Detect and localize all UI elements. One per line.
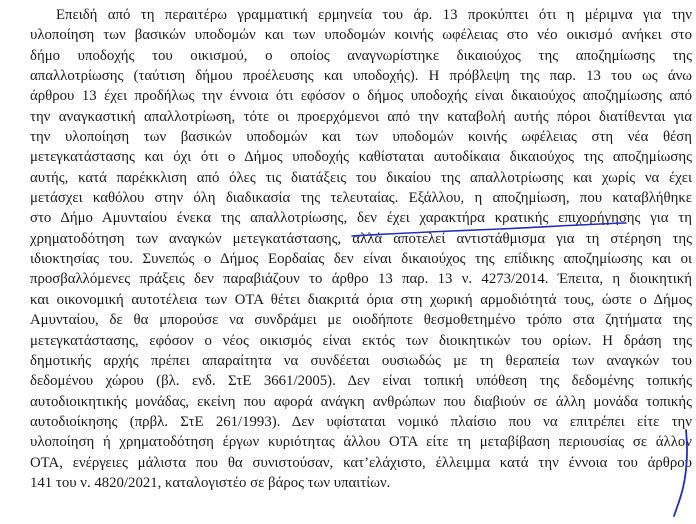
- text-line: την αναγκαστική απαλλοτρίωση, τότε οι προερχόμενοι από την καταβολή αυτής πόροι διατίθενται για: [30, 108, 692, 125]
- text-line: Αμυνταίου, δε θα μπορούσε να συνδράμει με οιοδήποτε θεσμοθετημένο τρόπο στα ζητήματα της: [30, 312, 692, 329]
- text-line: μετεγκατάστασης, εφόσον ο νέος οικισμός είναι εκτός των διοικητικών του ορίων. Η δράση της: [30, 332, 692, 349]
- text-line: δήμο υποδοχής του οικισμού, ο οποίος αναγνωρίστηκε δικαιούχος της αποζημίωσης της: [30, 47, 692, 64]
- legal-paragraph: [30, 5, 692, 493]
- text-line: προσβαλλόμενες πράξεις δεν παραβιάζουν το άρθρο 13 παρ. 13 ν. 4273/2014. Έπειτα, η διοικητική: [30, 271, 692, 288]
- text-line: ιδιοκτησίας του. Συνεπώς ο Δήμος Εορδαίας δεν είναι δικαιούχος της επίδικης αποζημίωσης και οι: [30, 251, 692, 268]
- text-line: ΟΤΑ, ενέργειες μάλιστα που θα συνιστούσαν, κατ’ελάχιστο, έλλειμμα κατά την έννοια του άρθρου: [30, 454, 692, 471]
- text-line: αυτοδιοικητικής μονάδας, εκείνη που αφορά ανάγκη ανθρώπων που διαβιούν σε άλλη μονάδα τοπικής: [30, 393, 692, 410]
- text-line: χρηματοδότηση των αναγκών μετεγκατάστασης, αλλά αποτελεί αντιστάθμισμα για τη στέρηση της: [30, 230, 692, 247]
- text-line: αυτοδιοίκησης (πρβλ. ΣτΕ 261/1993). Δεν υφίσταται νομικό πλαίσιο που να επιτρέπει είτε την: [30, 413, 692, 430]
- text-line: απαλλοτρίωσης (ταύτιση δήμου προέλευσης και υποδοχής). Η πρόβλεψη της παρ. 13 του ως άνω: [30, 68, 692, 85]
- text-line: δημοτικής αρχής πρέπει απαραίτητα να συνδέεται ουσιωδώς με τη θεραπεία των αναγκών του: [30, 352, 692, 369]
- text-line: την υλοποίηση των βασικών υποδομών και των υποδομών κοινής ωφέλειας στη νέα θέση: [30, 129, 692, 146]
- text-line: δεδομένου χώρου (βλ. ενδ. ΣτΕ 3661/2005). Δεν είναι τοπική υπόθεση της δεδομένης τοπικής: [30, 373, 692, 390]
- text-line: μετάσχει καθόλου στην όλη διαδικασία της τελευταίας. Εξάλλου, η αποζημίωση, που καταβλήθηκε: [30, 190, 692, 207]
- text-line: μετεγκατάστασης και όχι ότι ο Δήμος υποδοχής καθίσταται αυτοδίκαια δικαιούχος της αποζημίωσης: [30, 149, 692, 166]
- text-line: υλοποίηση των βασικών υποδομών και των υποδομών κοινής ωφέλειας στο νέο οικισμό ανήκει στο: [30, 27, 692, 44]
- text-line: 141 του ν. 4820/2021, καταλογιστέο σε βάρος των υπαιτίων.: [30, 474, 391, 491]
- text-line: και οικονομική αυτοτέλεια των ΟΤΑ θέτει διακριτά όρια στη χωρική αρμοδιότητά τους, ώστε ο Δήμος: [30, 291, 692, 308]
- text-line: Επειδή από τη περαιτέρω γραμματική ερμηνεία του άρ. 13 προκύπτει ότι η μέριμνα για την: [56, 7, 692, 23]
- text-line: άρθρου 13 έχει προδήλως την έννοια ότι εφόσον ο δήμος υποδοχής είναι δικαιούχος αποζημίωσης από: [30, 88, 692, 105]
- text-line: στο Δήμο Αμυνταίου ένεκα της απαλλοτρίωσης, δεν έχει χαρακτήρα κρατικής επιχορήγησης για τη: [30, 210, 692, 227]
- text-line: υλοποίηση ή χρηματοδότηση έργων κυριότητας άλλου ΟΤΑ είτε τη μεταβίβαση περιουσίας σε άλλον: [30, 434, 692, 451]
- text-line: αυτής, κατά παρέκκλιση από όλες τις διατάξεις του δικαίου της απαλλοτρίωσης και χωρίς να έχει: [30, 169, 692, 186]
